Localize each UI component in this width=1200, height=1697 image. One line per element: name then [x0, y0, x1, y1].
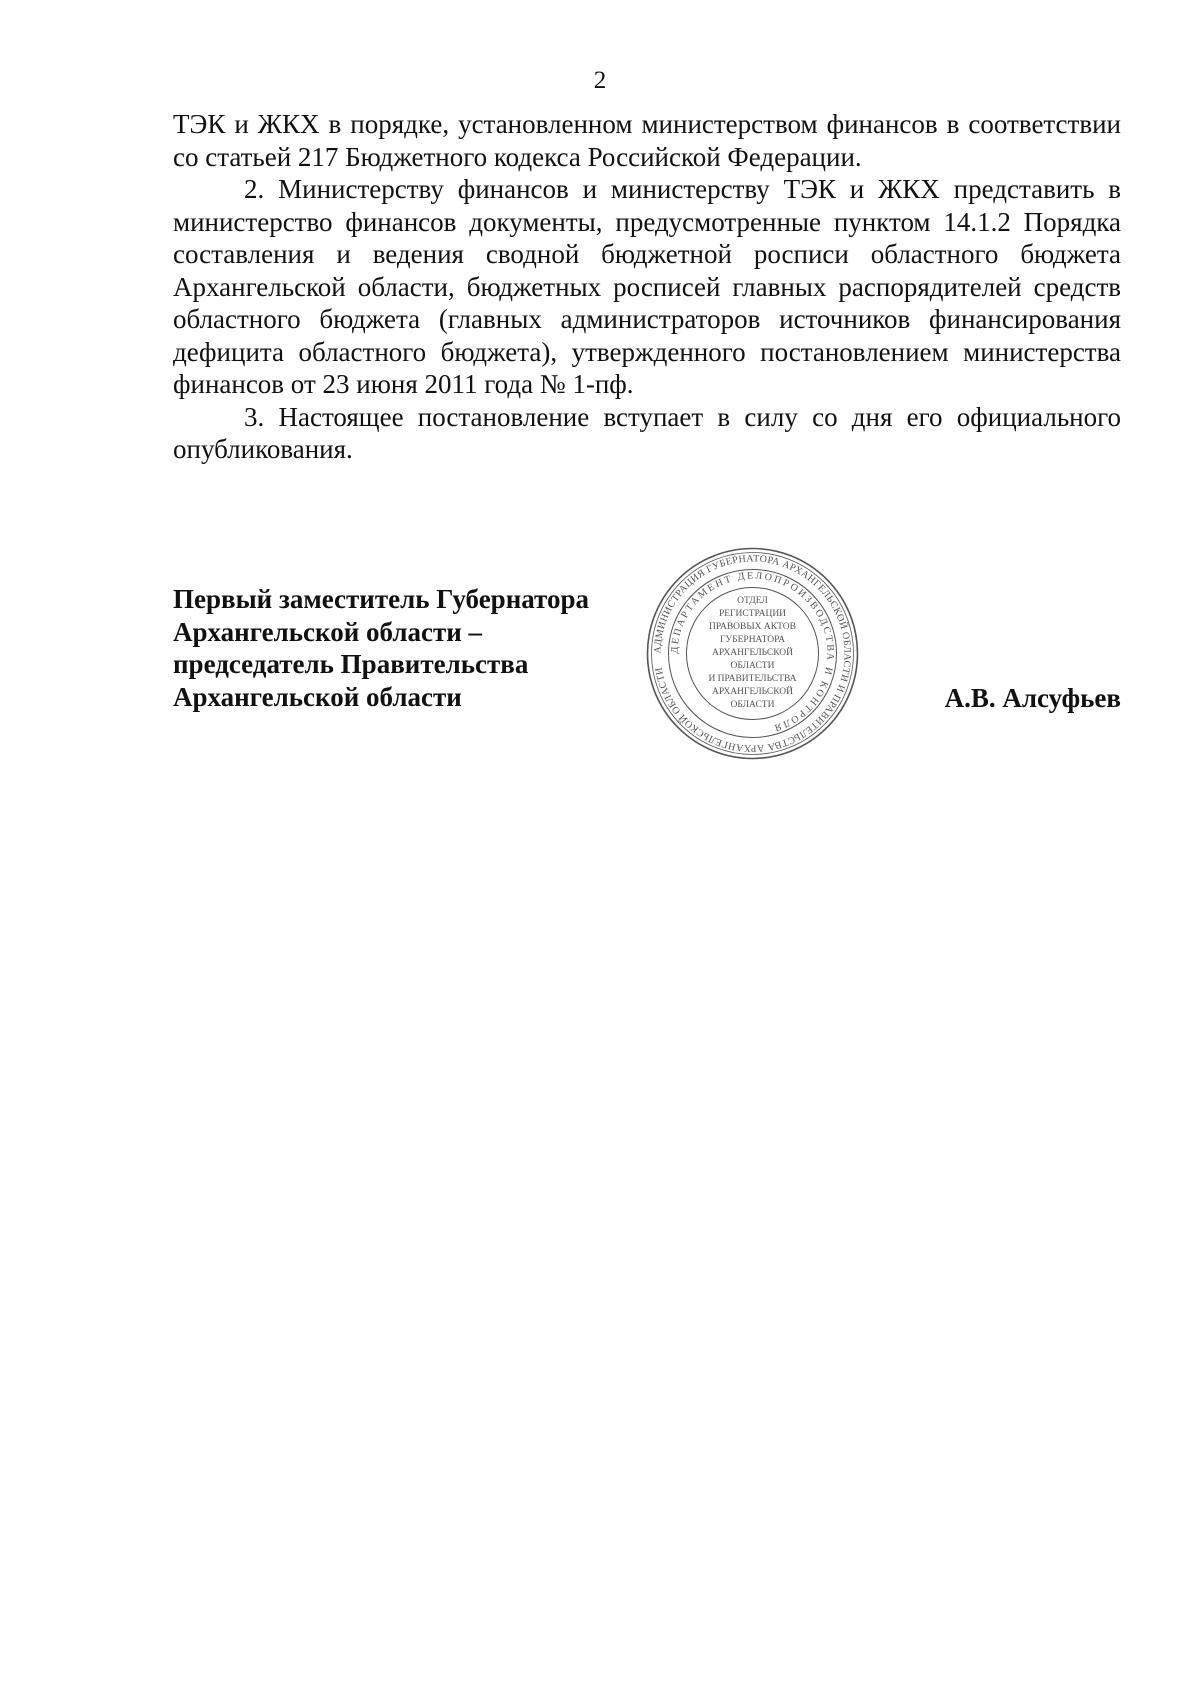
seal-center-line: И ПРАВИТЕЛЬСТВА — [708, 674, 797, 684]
paragraph-1-continuation: ТЭК и ЖКХ в порядке, установленном министерством финансов в соответствии со статьей 217 Бюджетного кодекса Российской Федерации. — [173, 109, 1121, 172]
signatory-position-line: Архангельской области – — [173, 616, 483, 647]
seal-center-line: ПРАВОВЫХ АКТОВ — [709, 622, 796, 632]
signatory-position-line: председатель Правительства — [173, 649, 529, 679]
document-body — [173, 108, 1121, 466]
seal-center-line: РЕГИСТРАЦИИ — [718, 609, 787, 619]
signatory-position — [173, 583, 589, 713]
official-seal-stamp — [645, 546, 860, 761]
paragraph-3: 3. Настоящее постановление вступает в силу со дня его официального опубликования. — [173, 401, 1121, 464]
seal-center-line: АРХАНГЕЛЬСКОЙ — [711, 648, 794, 658]
seal-center-line: ОТДЕЛ — [737, 596, 768, 606]
seal-graphic — [645, 546, 860, 761]
page-number: 2 — [593, 67, 607, 94]
signatory-position-line: Первый заместитель Губернатора — [173, 584, 589, 614]
seal-center-line: АРХАНГЕЛЬСКОЙ — [711, 687, 794, 697]
seal-inner-ring-text: ДЕПАРТАМЕНТ ДЕЛОПРОИЗВОДСТВА И КОНТРОЛЯ — [669, 570, 836, 734]
paragraph-2: 2. Министерству финансов и министерству ТЭК и ЖКХ представить в министерство финансов документы, предусмотренные пунктом 14.1.2 Порядка составления и ведения сводной бюджетной росписи областного бюджета Архангельской области, бюджетных росписей главных распорядителей средств областного бюджета (главных администраторов источников финансирования дефицита областного бюджета), утвержденного постановлением министерства финансов от 23 июня 2011 года № 1-пф. — [173, 174, 1121, 399]
seal-center-line: ОБЛАСТИ — [730, 661, 775, 671]
seal-center-line: ОБЛАСТИ — [730, 700, 775, 710]
seal-center-line: ГУБЕРНАТОРА — [719, 635, 786, 645]
signatory-position-line: Архангельской области — [173, 681, 462, 712]
signatory-name: А.В. Алсуфьев — [944, 683, 1121, 713]
seal-outer-text: АДМИНИСТРАЦИЯ ГУБЕРНАТОРА АРХАНГЕЛЬСКОЙ ОБЛАСТИ И ПРАВИТЕЛЬСТВА АРХАНГЕЛЬСКОЙ ОБЛАСТИ — [652, 553, 853, 754]
